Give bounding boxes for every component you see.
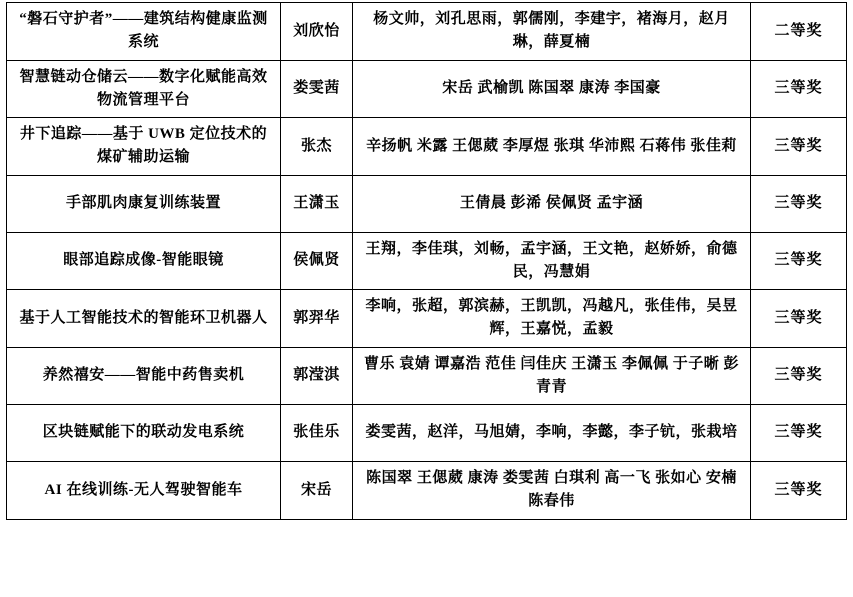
leader-cell: 张佳乐 [281,405,353,462]
table-row [7,60,847,118]
leader-cell: 刘欣怡 [281,3,353,61]
project-name-cell: 养然禧安——智能中药售卖机 [7,347,281,405]
leader-cell: 郭羿华 [281,290,353,348]
leader-cell: 王潇玉 [281,175,353,232]
leader-cell: 侯佩贤 [281,232,353,290]
project-name-cell: 眼部追踪成像-智能眼镜 [7,232,281,290]
leader-cell: 郭滢淇 [281,347,353,405]
leader-cell: 张杰 [281,118,353,176]
project-name-cell: AI 在线训练-无人驾驶智能车 [7,462,281,520]
project-name-cell: 井下追踪——基于 UWB 定位技术的煤矿辅助运输 [7,118,281,176]
project-name-cell: 智慧链动仓储云——数字化赋能高效物流管理平台 [7,60,281,118]
project-name-cell: “磐石守护者”——建筑结构健康监测系统 [7,3,281,61]
table-row [7,118,847,176]
members-cell: 陈国翠 王偲葳 康涛 娄雯茜 白琪利 高一飞 张如心 安楠 陈春伟 [353,462,751,520]
table-row [7,405,847,462]
prize-cell: 三等奖 [751,118,847,176]
prize-cell: 三等奖 [751,60,847,118]
members-cell: 娄雯茜，赵洋，马旭婧，李响，李懿，李子钪，张栽培 [353,405,751,462]
project-name-cell: 基于人工智能技术的智能环卫机器人 [7,290,281,348]
table-row [7,3,847,61]
members-cell: 王翔，李佳琪，刘畅，孟宇涵，王文艳，赵娇娇，俞德民，冯慧娟 [353,232,751,290]
members-cell: 杨文帅，刘孔思雨，郭儒刚，李建宇，褚海月，赵月琳，薛夏楠 [353,3,751,61]
members-cell: 辛扬帆 米露 王偲葳 李厚煜 张琪 华沛熙 石蒋伟 张佳莉 [353,118,751,176]
table-body [7,3,847,520]
members-cell: 宋岳 武榆凯 陈国翠 康涛 李国豪 [353,60,751,118]
prize-cell: 三等奖 [751,175,847,232]
members-cell: 曹乐 袁婧 谭嘉浩 范佳 闫佳庆 王潇玉 李佩佩 于子晰 彭青青 [353,347,751,405]
table-row [7,175,847,232]
table-row [7,232,847,290]
leader-cell: 宋岳 [281,462,353,520]
members-cell: 李响，张超，郭滨赫，王凯凯，冯越凡，张佳伟，吴昱辉，王嘉悦，孟毅 [353,290,751,348]
table-row [7,290,847,348]
project-name-cell: 手部肌肉康复训练装置 [7,175,281,232]
project-name-cell: 区块链赋能下的联动发电系统 [7,405,281,462]
prize-cell: 三等奖 [751,462,847,520]
award-list-table [6,2,847,520]
prize-cell: 三等奖 [751,232,847,290]
prize-cell: 二等奖 [751,3,847,61]
table-row [7,347,847,405]
members-cell: 王倩晨 彭浠 侯佩贤 孟宇涵 [353,175,751,232]
leader-cell: 娄雯茜 [281,60,353,118]
table-row [7,462,847,520]
prize-cell: 三等奖 [751,347,847,405]
prize-cell: 三等奖 [751,405,847,462]
prize-cell: 三等奖 [751,290,847,348]
